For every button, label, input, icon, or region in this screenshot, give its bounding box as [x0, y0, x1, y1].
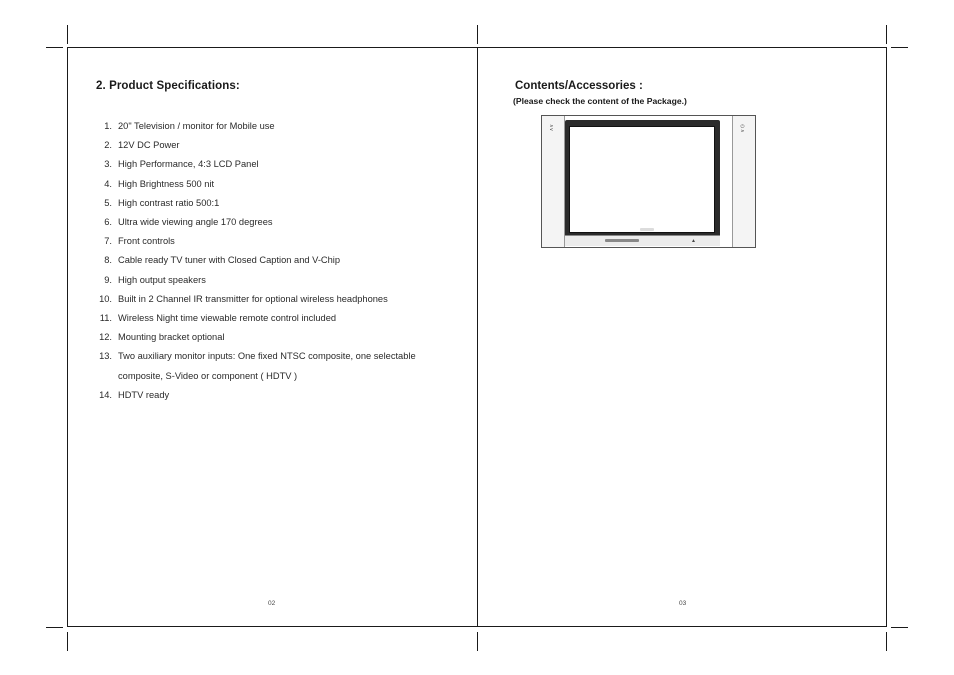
list-item-text: High output speakers — [118, 274, 206, 285]
list-item-text: High contrast ratio 500:1 — [118, 197, 220, 208]
list-item-number: 2. — [104, 140, 112, 151]
list-item-number: 8. — [104, 255, 112, 266]
list-item-text: Two auxiliary monitor inputs: One fixed NTSC composite, one selectable composite, S-Video or component ( HDTV ) — [118, 351, 416, 381]
list-item-number: 7. — [104, 236, 112, 247]
crop-mark — [46, 627, 63, 628]
list-item-text: High Performance, 4:3 LCD Panel — [118, 159, 259, 170]
brand-logo-icon — [640, 228, 654, 231]
list-item-number: 9. — [104, 274, 112, 285]
list-item — [96, 309, 466, 328]
list-item-text: Front controls — [118, 236, 175, 247]
section-title: 2. Product Specifications: — [96, 80, 240, 92]
list-item-number: 14. — [99, 389, 112, 400]
list-item — [96, 232, 466, 251]
list-item-number: 3. — [104, 159, 112, 170]
page-fold-divider — [477, 47, 478, 627]
list-item-text: HDTV ready — [118, 389, 170, 400]
list-item-text: Ultra wide viewing angle 170 degrees — [118, 217, 273, 228]
section-subtitle: (Please check the content of the Package.) — [513, 96, 687, 106]
list-item — [96, 328, 466, 347]
list-item — [96, 117, 466, 136]
list-item — [96, 271, 466, 290]
list-item-text: Wireless Night time viewable remote control included — [118, 313, 337, 324]
list-item-text: 20" Television / monitor for Mobile use — [118, 121, 275, 131]
list-item — [96, 136, 466, 155]
tv-left-panel — [542, 116, 565, 247]
list-item-text: Cable ready TV tuner with Closed Caption and V-Chip — [118, 255, 341, 266]
crop-mark — [891, 47, 908, 48]
section-title: Contents/Accessories : — [515, 80, 643, 92]
tv-illustration — [541, 115, 756, 248]
list-item-number: 12. — [99, 332, 112, 343]
list-item — [96, 194, 466, 213]
list-item — [96, 251, 466, 270]
list-item-number: 10. — [99, 293, 112, 304]
crop-mark — [886, 25, 887, 44]
crop-mark — [886, 632, 887, 651]
list-item — [96, 347, 466, 385]
list-item-text: 12V DC Power — [118, 140, 180, 151]
tv-bezel — [565, 120, 720, 243]
list-item-text: Mounting bracket optional — [118, 332, 225, 343]
page-number: 02 — [268, 600, 276, 607]
list-item-text: High Brightness 500 nit — [118, 178, 215, 189]
list-item-number: 11. — [99, 313, 112, 324]
crop-mark — [67, 632, 68, 651]
list-item — [96, 290, 466, 309]
crop-mark — [891, 627, 908, 628]
list-item-number: 1. — [104, 121, 112, 131]
page-number: 03 — [679, 600, 687, 607]
list-item-number: 6. — [104, 217, 112, 228]
spec-list — [96, 117, 466, 405]
tv-right-panel — [732, 116, 755, 247]
list-item — [96, 213, 466, 232]
power-icon: ⏻∧ — [739, 124, 745, 133]
tv-screen — [569, 126, 715, 233]
crop-mark — [46, 47, 63, 48]
list-item-text: Built in 2 Channel IR transmitter for optional wireless headphones — [118, 293, 388, 304]
list-item — [96, 155, 466, 174]
tv-bottom-strip — [565, 235, 720, 246]
list-item — [96, 386, 466, 405]
list-item — [96, 175, 466, 194]
crop-mark — [477, 25, 478, 44]
list-item-number: 13. — [99, 351, 112, 362]
power-led-icon: ▲ — [691, 238, 696, 244]
crop-mark — [67, 25, 68, 44]
crop-mark — [477, 632, 478, 651]
list-item-number: 4. — [104, 178, 112, 189]
list-item-number: 5. — [104, 197, 112, 208]
ir-window-icon — [605, 239, 639, 242]
volume-icon: ∧∨ — [548, 124, 554, 132]
